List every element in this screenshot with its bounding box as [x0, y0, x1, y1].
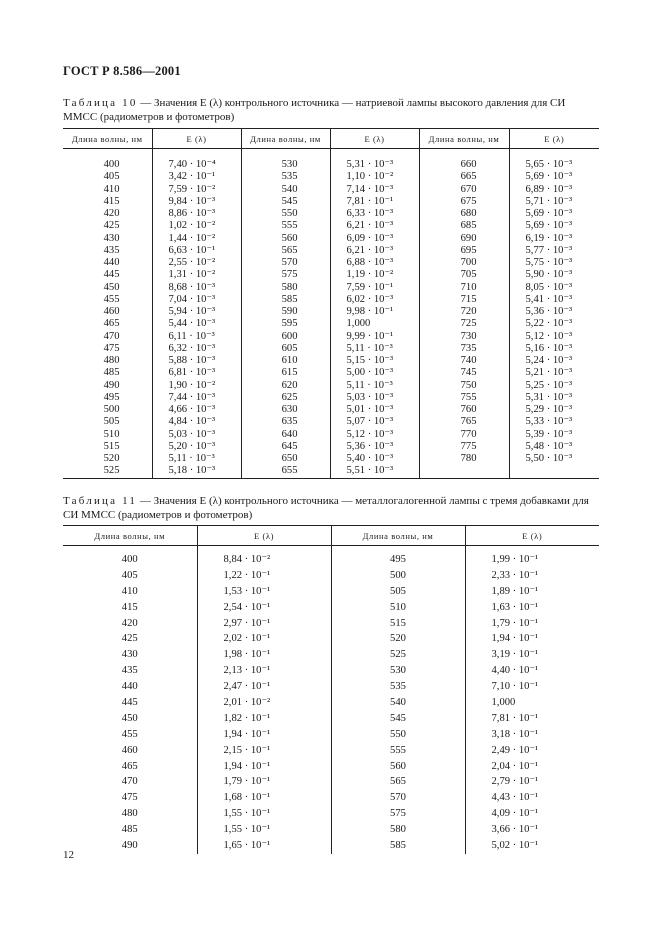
table10-wavelength-value: 590 — [281, 306, 298, 317]
table10-e-value: 5,15 · 10⁻³ — [346, 355, 394, 366]
table11-e-value: 2,49 · 10⁻¹ — [491, 744, 539, 756]
table11-e-value: 2,33 · 10⁻¹ — [491, 569, 539, 581]
table11 — [63, 525, 599, 854]
table10-e-value: 5,69 · 10⁻³ — [525, 220, 573, 232]
table11-e-value: 2,47 · 10⁻¹ — [223, 681, 271, 693]
table10-wavelength-value: 505 — [103, 416, 120, 428]
table10-e-value: 6,09 · 10⁻³ — [346, 232, 394, 244]
table11-e-list-1 — [198, 546, 331, 854]
table11-e-value: 7,81 · 10⁻¹ — [491, 712, 539, 724]
table10-e-value: 5,44 · 10⁻³ — [168, 318, 216, 330]
table11-e-value: 1,53 · 10⁻¹ — [223, 585, 271, 597]
table11-wavelength-value: 460 — [121, 744, 138, 756]
table10-e-value: 5,25 · 10⁻³ — [525, 379, 573, 391]
table11-body-row — [63, 546, 599, 854]
table10-wavelength-value: 670 — [460, 183, 477, 195]
table11-wavelength-value: 500 — [390, 569, 406, 581]
table11-e-value: 1,99 · 10⁻¹ — [491, 554, 539, 565]
table11-wavelength-value: 425 — [121, 633, 138, 645]
table10-wavelength-value: 600 — [281, 330, 298, 342]
table10-header-wavelength-1: Длина волны, нм — [63, 129, 152, 149]
table11-wavelength-value: 475 — [121, 792, 138, 804]
table10-wavelength-value: 625 — [281, 391, 298, 403]
table11-e-value: 1,94 · 10⁻¹ — [223, 760, 271, 772]
table11-e-value: 7,10 · 10⁻¹ — [491, 681, 539, 693]
table10-wavelength-value: 550 — [281, 208, 298, 219]
table10-wavelength-value: 555 — [281, 220, 298, 232]
table11-wavelength-value: 435 — [121, 665, 138, 677]
table11-caption-text: — Значения E (λ) контрольного источника — металлогалогенной лампы с тремя добавками для СИ ММСС (радиометров и фотометров) — [63, 495, 589, 521]
table10-wavelength-value: 755 — [460, 391, 477, 403]
table10-wavelength-value: 595 — [281, 318, 298, 330]
table10-header-e-2: E (λ) — [330, 129, 419, 149]
table10-wavelength-value: 775 — [460, 440, 477, 452]
table10-e-value: 5,77 · 10⁻³ — [525, 244, 573, 256]
table10-header-e-1: E (λ) — [152, 129, 241, 149]
table10-e-value: 7,59 · 10⁻¹ — [346, 281, 394, 293]
table10-e-value: 5,16 · 10⁻³ — [525, 342, 573, 354]
table10-e-value: 5,21 · 10⁻³ — [525, 367, 573, 379]
table11-e-value: 4,09 · 10⁻¹ — [491, 808, 539, 820]
table11-wavelength-value: 565 — [390, 776, 406, 788]
table11-wavelength-value: 405 — [121, 569, 138, 581]
table11-e-value: 1,55 · 10⁻¹ — [223, 808, 271, 820]
table11-e-list-2 — [466, 546, 600, 854]
table10-wavelength-value: 605 — [281, 342, 298, 354]
table11-wavelength-value: 400 — [121, 554, 138, 565]
table10-e-value: 5,29 · 10⁻³ — [525, 404, 573, 415]
table10-wavelength-value: 695 — [460, 244, 477, 256]
table10-e-value: 5,01 · 10⁻³ — [346, 404, 394, 415]
table11-header-wavelength-1: Длина волны, нм — [63, 526, 197, 546]
table10-wavelength-value: 730 — [460, 330, 477, 342]
table10-e-value: 5,24 · 10⁻³ — [525, 355, 573, 366]
table10-e-value: 6,81 · 10⁻³ — [168, 367, 216, 379]
table10-wavelength-value: 535 — [281, 171, 298, 183]
table11-cell-wl1 — [63, 546, 197, 854]
table10-wavelength-value: 435 — [103, 244, 120, 256]
table10-wavelength-value: 750 — [460, 379, 477, 391]
table10-e-value: 1,90 · 10⁻² — [168, 379, 216, 391]
table10-wavelength-value: 715 — [460, 293, 477, 305]
table10-e-value: 5,90 · 10⁻³ — [525, 269, 573, 281]
table11-wavelength-value: 415 — [121, 601, 138, 613]
table10-e-value: 8,05 · 10⁻³ — [525, 281, 573, 293]
table10-e-value: 6,19 · 10⁻³ — [525, 232, 573, 244]
table10-e-value: 5,40 · 10⁻³ — [346, 453, 394, 464]
table10-wavelength-value: 520 — [103, 453, 120, 464]
table11-wavelength-value: 445 — [121, 697, 138, 709]
table10-e-value: 6,88 · 10⁻³ — [346, 257, 394, 268]
table10-wavelength-value: 690 — [460, 232, 477, 244]
table10-wavelength-value: 560 — [281, 232, 298, 244]
table11-e-value: 1,98 · 10⁻¹ — [223, 649, 271, 661]
table11-wavelength-value: 470 — [121, 776, 138, 788]
table11-e-value: 4,43 · 10⁻¹ — [491, 792, 539, 804]
table11-wavelength-value: 420 — [121, 617, 138, 629]
table10-wavelength-value: 500 — [103, 404, 120, 415]
table11-e-value: 2,13 · 10⁻¹ — [223, 665, 271, 677]
document-title: ГОСТ Р 8.586—2001 — [63, 64, 181, 78]
table10-wavelength-value: 540 — [281, 183, 298, 195]
table10-wavelength-value: 490 — [103, 379, 120, 391]
table10-e-value: 6,33 · 10⁻³ — [346, 208, 394, 219]
table11-wavelength-value: 575 — [390, 808, 406, 820]
table10-wavelength-value: 675 — [460, 195, 477, 207]
table11-e-value: 2,54 · 10⁻¹ — [223, 601, 271, 613]
table11-wavelength-list-2 — [332, 546, 465, 854]
table11-e-value: 1,94 · 10⁻¹ — [491, 633, 539, 645]
table10-header-row — [63, 129, 599, 149]
table11-e-value: 1,94 · 10⁻¹ — [223, 728, 271, 740]
table10-wavelength-value: 640 — [281, 428, 298, 440]
table10-wavelength-value: 745 — [460, 367, 477, 379]
table10-e-value: 6,11 · 10⁻³ — [168, 330, 215, 342]
table10-e-value: 5,12 · 10⁻³ — [525, 330, 573, 342]
table11-wavelength-value: 480 — [121, 808, 138, 820]
table11-wavelength-value: 465 — [121, 760, 138, 772]
table10-e-value: 4,66 · 10⁻³ — [168, 404, 216, 415]
table11-wavelength-value: 505 — [390, 585, 406, 597]
table11-wavelength-value: 570 — [390, 792, 406, 804]
table10-wavelength-value: 530 — [281, 159, 298, 170]
table10-e-value: 6,89 · 10⁻³ — [525, 183, 573, 195]
table10-e-list-3 — [510, 149, 600, 465]
table10-e-value: 5,71 · 10⁻³ — [525, 195, 573, 207]
table10-wavelength-value: 740 — [460, 355, 477, 366]
table10-e-value: 5,39 · 10⁻³ — [525, 428, 573, 440]
table10-cell-wl3 — [419, 149, 509, 479]
table10-wavelength-value: 420 — [103, 208, 120, 219]
table10-cell-wl1 — [63, 149, 152, 479]
table10-wavelength-list-2 — [242, 149, 330, 478]
table11-header-e-2: E (λ) — [465, 526, 599, 546]
table11-wavelength-value: 530 — [390, 665, 406, 677]
table11-wavelength-value: 510 — [390, 601, 406, 613]
table10-wavelength-value: 650 — [281, 453, 298, 464]
table11-header-row — [63, 526, 599, 546]
table10-e-list-1 — [153, 149, 241, 478]
table11-wavelength-value: 525 — [390, 649, 406, 661]
table10-e-value: 7,59 · 10⁻² — [168, 183, 216, 195]
table10-wavelength-value: 680 — [460, 208, 477, 219]
table11-e-value: 2,79 · 10⁻¹ — [491, 776, 539, 788]
table11-wavelength-value: 535 — [390, 681, 406, 693]
table10-wavelength-value: 400 — [103, 159, 120, 170]
table10-e-value: 7,14 · 10⁻³ — [346, 183, 394, 195]
table11-e-value: 3,18 · 10⁻¹ — [491, 728, 539, 740]
table10-e-value: 8,68 · 10⁻³ — [168, 281, 216, 293]
table10-e-value: 5,75 · 10⁻³ — [525, 257, 573, 268]
table10-cell-e1 — [152, 149, 241, 479]
table10-wavelength-value: 610 — [281, 355, 298, 366]
table10-e-value: 6,21 · 10⁻³ — [346, 220, 394, 232]
table10-e-value: 6,63 · 10⁻¹ — [168, 244, 216, 256]
table11-wavelength-value: 430 — [121, 649, 138, 661]
table10-wavelength-value: 460 — [103, 306, 120, 317]
table10-wavelength-value: 770 — [460, 428, 477, 440]
table10-wavelength-value: 495 — [103, 391, 120, 403]
table11-caption — [63, 494, 599, 522]
table11-e-value: 8,84 · 10⁻² — [223, 554, 271, 565]
table10-e-value: 1,19 · 10⁻² — [346, 269, 394, 281]
table11-wavelength-value: 450 — [121, 712, 138, 724]
table10-e-value: 1,02 · 10⁻² — [168, 220, 216, 232]
table10-e-value: 5,33 · 10⁻³ — [525, 416, 573, 428]
table11-cell-e1 — [197, 546, 331, 854]
table11-e-value: 1,000 — [491, 697, 516, 709]
page-number: 12 — [63, 849, 74, 861]
table10-e-value: 7,04 · 10⁻³ — [168, 293, 216, 305]
table10-header-e-3: E (λ) — [509, 129, 599, 149]
table11-e-value: 5,02 · 10⁻¹ — [491, 840, 539, 852]
table10-wavelength-value: 565 — [281, 244, 298, 256]
table10-caption-text: — Значения E (λ) контрольного источника — натриевой лампы высокого давления для СИ ММСС (радиометров и фотометров) — [63, 97, 566, 123]
table10-wavelength-value: 465 — [103, 318, 120, 330]
table11-e-value: 1,82 · 10⁻¹ — [223, 712, 271, 724]
table10-e-value: 5,22 · 10⁻³ — [525, 318, 573, 330]
table10-cell-e2 — [330, 149, 419, 479]
table11-wavelength-value: 580 — [390, 824, 406, 836]
table11-wavelength-value: 585 — [390, 840, 406, 852]
table10-e-value: 5,51 · 10⁻³ — [346, 465, 394, 477]
table11-wavelength-value: 455 — [121, 728, 138, 740]
table10-e-value: 5,48 · 10⁻³ — [525, 440, 573, 452]
table10-e-value: 6,21 · 10⁻³ — [346, 244, 394, 256]
table11-wavelength-value: 560 — [390, 760, 406, 772]
table11-wavelength-value: 540 — [390, 697, 406, 709]
table11-e-value: 3,19 · 10⁻¹ — [491, 649, 539, 661]
table10-wavelength-value: 525 — [103, 465, 120, 477]
table10-e-value: 5,88 · 10⁻³ — [168, 355, 216, 366]
table11-e-value: 2,01 · 10⁻² — [223, 697, 271, 709]
table10-e-value: 9,84 · 10⁻³ — [168, 195, 216, 207]
table10-e-value: 8,86 · 10⁻³ — [168, 208, 216, 219]
table10-e-value: 5,36 · 10⁻³ — [525, 306, 573, 317]
table10-e-value: 7,40 · 10⁻⁴ — [168, 159, 216, 170]
table11-cell-wl2 — [331, 546, 465, 854]
table10-wavelength-value: 725 — [460, 318, 477, 330]
table11-e-value: 1,68 · 10⁻¹ — [223, 792, 271, 804]
table10-wavelength-value: 705 — [460, 269, 477, 281]
table11-wavelength-value: 545 — [390, 712, 406, 724]
table10-wavelength-value: 655 — [281, 465, 298, 477]
table10-wavelength-value: 410 — [103, 183, 120, 195]
table10-e-value: 5,36 · 10⁻³ — [346, 440, 394, 452]
table10-wavelength-value: 445 — [103, 269, 120, 281]
table10-wavelength-value: 735 — [460, 342, 477, 354]
table11-caption-prefix: Таблица 11 — [63, 495, 138, 507]
table10-e-value: 5,94 · 10⁻³ — [168, 306, 216, 317]
table10-e-value: 5,18 · 10⁻³ — [168, 465, 216, 477]
table10-e-value: 5,69 · 10⁻³ — [525, 171, 573, 183]
table10-wavelength-value: 480 — [103, 355, 120, 366]
table10-cell-wl2 — [241, 149, 330, 479]
table11-wavelength-value: 520 — [390, 633, 406, 645]
table10-e-value: 5,50 · 10⁻³ — [525, 453, 573, 464]
table10-wavelength-value: 545 — [281, 195, 298, 207]
table10-header-wavelength-3: Длина волны, нм — [419, 129, 509, 149]
table11-e-value: 1,89 · 10⁻¹ — [491, 585, 539, 597]
table10-wavelength-value: 585 — [281, 293, 298, 305]
table11-header-e-1: E (λ) — [197, 526, 331, 546]
table11-e-value: 1,22 · 10⁻¹ — [223, 569, 271, 581]
table10-e-value: 2,55 · 10⁻² — [168, 257, 216, 268]
table10-e-value: 5,00 · 10⁻³ — [346, 367, 394, 379]
table10-e-value: 6,02 · 10⁻³ — [346, 293, 394, 305]
table10-wavelength-value: 485 — [103, 367, 120, 379]
table10-wavelength-value: 450 — [103, 281, 120, 293]
table10-wavelength-list-3 — [420, 149, 509, 465]
table11-e-value: 1,79 · 10⁻¹ — [491, 617, 539, 629]
table10-e-value: 5,41 · 10⁻³ — [525, 293, 573, 305]
table11-wavelength-value: 440 — [121, 681, 138, 693]
table10-e-value: 5,65 · 10⁻³ — [525, 159, 573, 170]
table10-caption-prefix: Таблица 10 — [63, 97, 138, 109]
table11-wavelength-value: 555 — [390, 744, 406, 756]
table11-wavelength-value: 550 — [390, 728, 406, 740]
table11-wavelength-value: 485 — [121, 824, 138, 836]
table10-e-value: 3,42 · 10⁻¹ — [168, 171, 216, 183]
table10-wavelength-value: 455 — [103, 293, 120, 305]
table10-wavelength-value: 430 — [103, 232, 120, 244]
table10-wavelength-value: 720 — [460, 306, 477, 317]
table10-e-value: 6,32 · 10⁻³ — [168, 342, 216, 354]
table11-e-value: 2,04 · 10⁻¹ — [491, 760, 539, 772]
table10-wavelength-list-1 — [63, 149, 152, 478]
table10-wavelength-value: 440 — [103, 257, 120, 268]
table11-e-value: 2,15 · 10⁻¹ — [223, 744, 271, 756]
table10-wavelength-value: 630 — [281, 404, 298, 415]
table10-wavelength-value: 415 — [103, 195, 120, 207]
table10-wavelength-value: 515 — [103, 440, 120, 452]
table10-wavelength-value: 765 — [460, 416, 477, 428]
table10-wavelength-value: 700 — [460, 257, 477, 268]
table10-e-value: 5,20 · 10⁻³ — [168, 440, 216, 452]
table10-wavelength-value: 470 — [103, 330, 120, 342]
table11-header-wavelength-2: Длина волны, нм — [331, 526, 465, 546]
table10-caption — [63, 96, 599, 124]
table10-e-value: 1,000 — [346, 318, 371, 330]
table11-e-value: 3,66 · 10⁻¹ — [491, 824, 539, 836]
table10-e-value: 5,11 · 10⁻³ — [168, 453, 215, 464]
table11-wavelength-value: 495 — [390, 554, 406, 565]
table11-wavelength-value: 515 — [390, 617, 406, 629]
table10-wavelength-value: 405 — [103, 171, 120, 183]
table11-e-value: 1,55 · 10⁻¹ — [223, 824, 271, 836]
table10-e-value: 4,84 · 10⁻³ — [168, 416, 216, 428]
table10-body-row — [63, 149, 599, 479]
table10-wavelength-value: 710 — [460, 281, 477, 293]
table10-wavelength-value: 425 — [103, 220, 120, 232]
table11-e-value: 1,63 · 10⁻¹ — [491, 601, 539, 613]
table11-wavelength-value: 490 — [121, 840, 138, 852]
table10-wavelength-value: 685 — [460, 220, 477, 232]
table11-e-value: 2,97 · 10⁻¹ — [223, 617, 271, 629]
table10-e-value: 1,44 · 10⁻² — [168, 232, 216, 244]
table11-wavelength-list-1 — [63, 546, 197, 854]
table10-e-list-2 — [331, 149, 419, 478]
table10-wavelength-value: 665 — [460, 171, 477, 183]
table10-e-value: 5,03 · 10⁻³ — [346, 391, 394, 403]
table10-e-value: 7,81 · 10⁻¹ — [346, 195, 394, 207]
table11-wavelength-value: 410 — [121, 585, 138, 597]
table10 — [63, 128, 599, 479]
table10-e-value: 7,44 · 10⁻³ — [168, 391, 216, 403]
table11-cell-e2 — [465, 546, 599, 854]
table10-wavelength-value: 510 — [103, 428, 120, 440]
table10-wavelength-value: 475 — [103, 342, 120, 354]
table10-e-value: 5,69 · 10⁻³ — [525, 208, 573, 219]
table10-wavelength-value: 660 — [460, 159, 477, 170]
table10-wavelength-value: 575 — [281, 269, 298, 281]
table11-e-value: 1,65 · 10⁻¹ — [223, 840, 271, 852]
table10-wavelength-value: 615 — [281, 367, 298, 379]
table10-e-value: 9,98 · 10⁻¹ — [346, 306, 394, 317]
table10-wavelength-value: 780 — [460, 453, 477, 464]
table10-wavelength-value: 760 — [460, 404, 477, 415]
table10-e-value: 5,03 · 10⁻³ — [168, 428, 216, 440]
table10-cell-e3 — [509, 149, 599, 479]
table11-e-value: 1,79 · 10⁻¹ — [223, 776, 271, 788]
table10-wavelength-value: 570 — [281, 257, 298, 268]
table10-e-value: 5,11 · 10⁻³ — [346, 379, 393, 391]
table10-e-value: 5,11 · 10⁻³ — [346, 342, 393, 354]
table10-e-value: 1,31 · 10⁻² — [168, 269, 216, 281]
table11-e-value: 4,40 · 10⁻¹ — [491, 665, 539, 677]
table10-e-value: 5,31 · 10⁻³ — [346, 159, 394, 170]
table10-wavelength-value: 645 — [281, 440, 298, 452]
table10-e-value: 5,07 · 10⁻³ — [346, 416, 394, 428]
table10-e-value: 5,12 · 10⁻³ — [346, 428, 394, 440]
table10-e-value: 5,31 · 10⁻³ — [525, 391, 573, 403]
table10-wavelength-value: 635 — [281, 416, 298, 428]
table10-e-value: 9,99 · 10⁻¹ — [346, 330, 394, 342]
table10-e-value: 1,10 · 10⁻² — [346, 171, 394, 183]
table10-wavelength-value: 580 — [281, 281, 298, 293]
table11-e-value: 2,02 · 10⁻¹ — [223, 633, 271, 645]
table10-wavelength-value: 620 — [281, 379, 298, 391]
table10-header-wavelength-2: Длина волны, нм — [241, 129, 330, 149]
